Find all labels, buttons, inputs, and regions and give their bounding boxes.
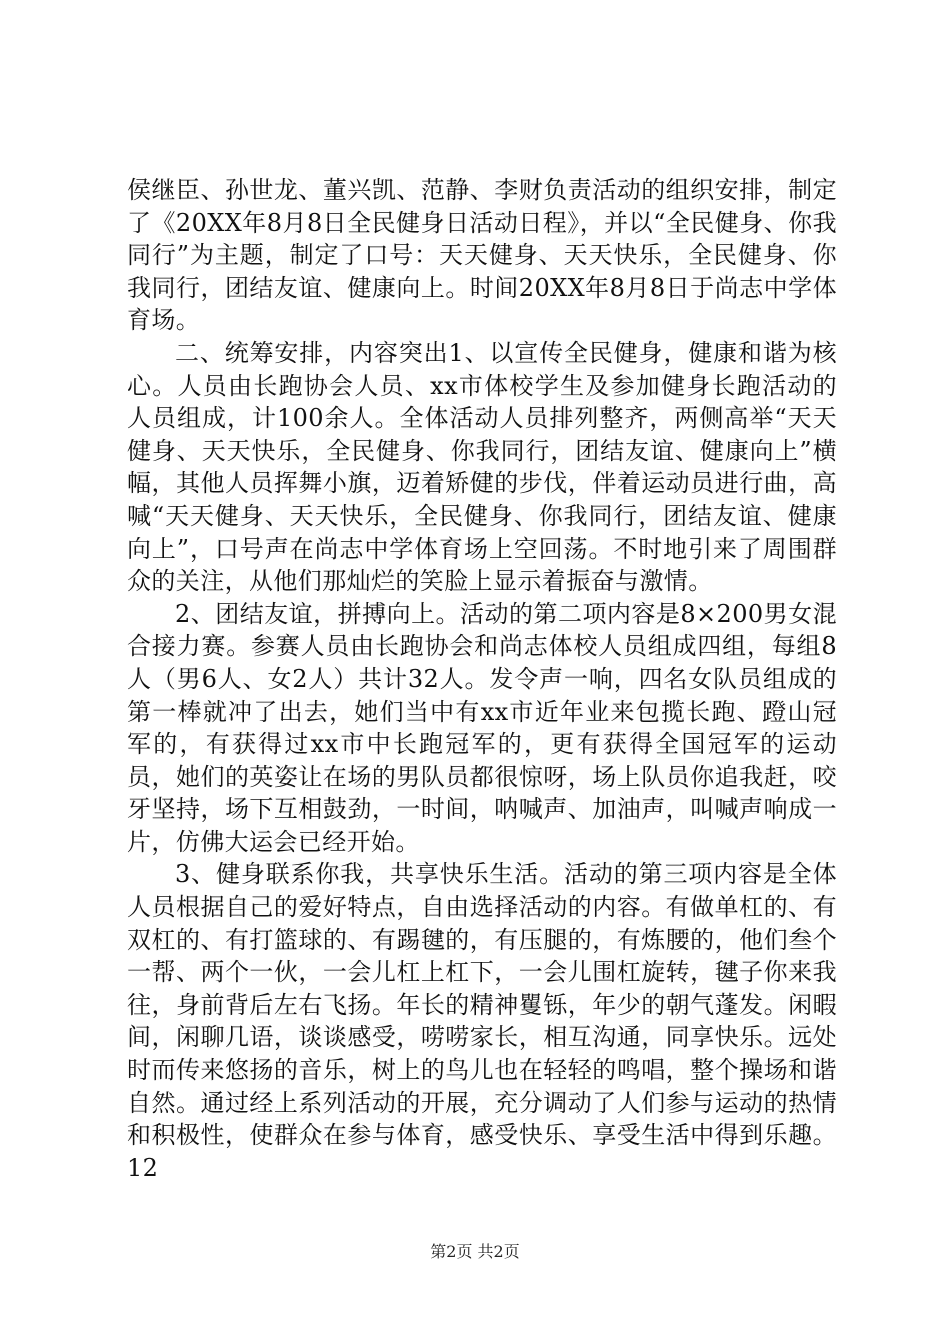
paragraph-organizers: 侯继臣、孙世龙、董兴凯、范静、李财负责活动的组织安排，制定了《20XX年8月8日全民健身日活动日程》，并以“全民健身、你我同行”为主题，制定了口号：天天健身、天天快乐，全民健身、你我同行，团结友谊、健康向上。时间20XX年8月8日于尚志中学体育场。 — [127, 176, 837, 335]
page-footer: 第2页 共2页 — [430, 1242, 520, 1261]
paragraph-relay-race: 2、团结友谊，拼搏向上。活动的第二项内容是8×200男女混合接力赛。参赛人员由长跑协会和尚志体校人员组成四组，每组8人（男6人、女2人）共计32人。发令声一响，四名女队员组成的第一棒就冲了出去，她们当中有xx市近年业来包揽长跑、蹬山冠军的，有获得过xx市中长跑冠军的，更有获得全国冠军的运动员，她们的英姿让在场的男队员都很惊呀，场上队员你追我赶，咬牙坚持，场下互相鼓劲，一时间，呐喊声、加油声，叫喊声响成一片，仿佛大运会已经开始。 — [127, 599, 837, 856]
paragraph-free-activities: 3、健身联系你我，共享快乐生活。活动的第三项内容是全体人员根据自己的爱好特点，自由选择活动的内容。有做单杠的、有双杠的、有打篮球的、有踢毽的，有压腿的，有炼腰的，他们叁个一帮、两个一伙，一会儿杠上杠下，一会儿围杠旋转，毽子你来我往，身前背后左右飞扬。年长的精神矍铄，年少的朝气蓬发。闲暇间，闲聊几语，谈谈感受，唠唠家长，相互沟通，同享快乐。远处时而传来悠扬的音乐，树上的鸟儿也在轻轻的鸣唱，整个操场和谐自然。通过经上系列活动的开展，充分调动了人们参与运动的热情和积极性，使群众在参与体育，感受快乐、享受生活中得到乐趣。12 — [127, 860, 837, 1182]
paragraph-section-two: 二、统筹安排，内容突出1、以宣传全民健身，健康和谐为核心。人员由长跑协会人员、xx市体校学生及参加健身长跑活动的人员组成，计100余人。全体活动人员排列整齐，两侧高举“天天健身、天天快乐，全民健身、你我同行，团结友谊、健康向上”横幅，其他人员挥舞小旗，迈着矫健的步伐，伴着运动员进行曲，高喊“天天健身、天天快乐，全民健身、你我同行，团结友谊、健康向上”，口号声在尚志中学体育场上空回荡。不时地引来了周围群众的关注，从他们那灿烂的笑脸上显示着振奋与激情。 — [127, 338, 837, 596]
document-body — [127, 174, 837, 1184]
